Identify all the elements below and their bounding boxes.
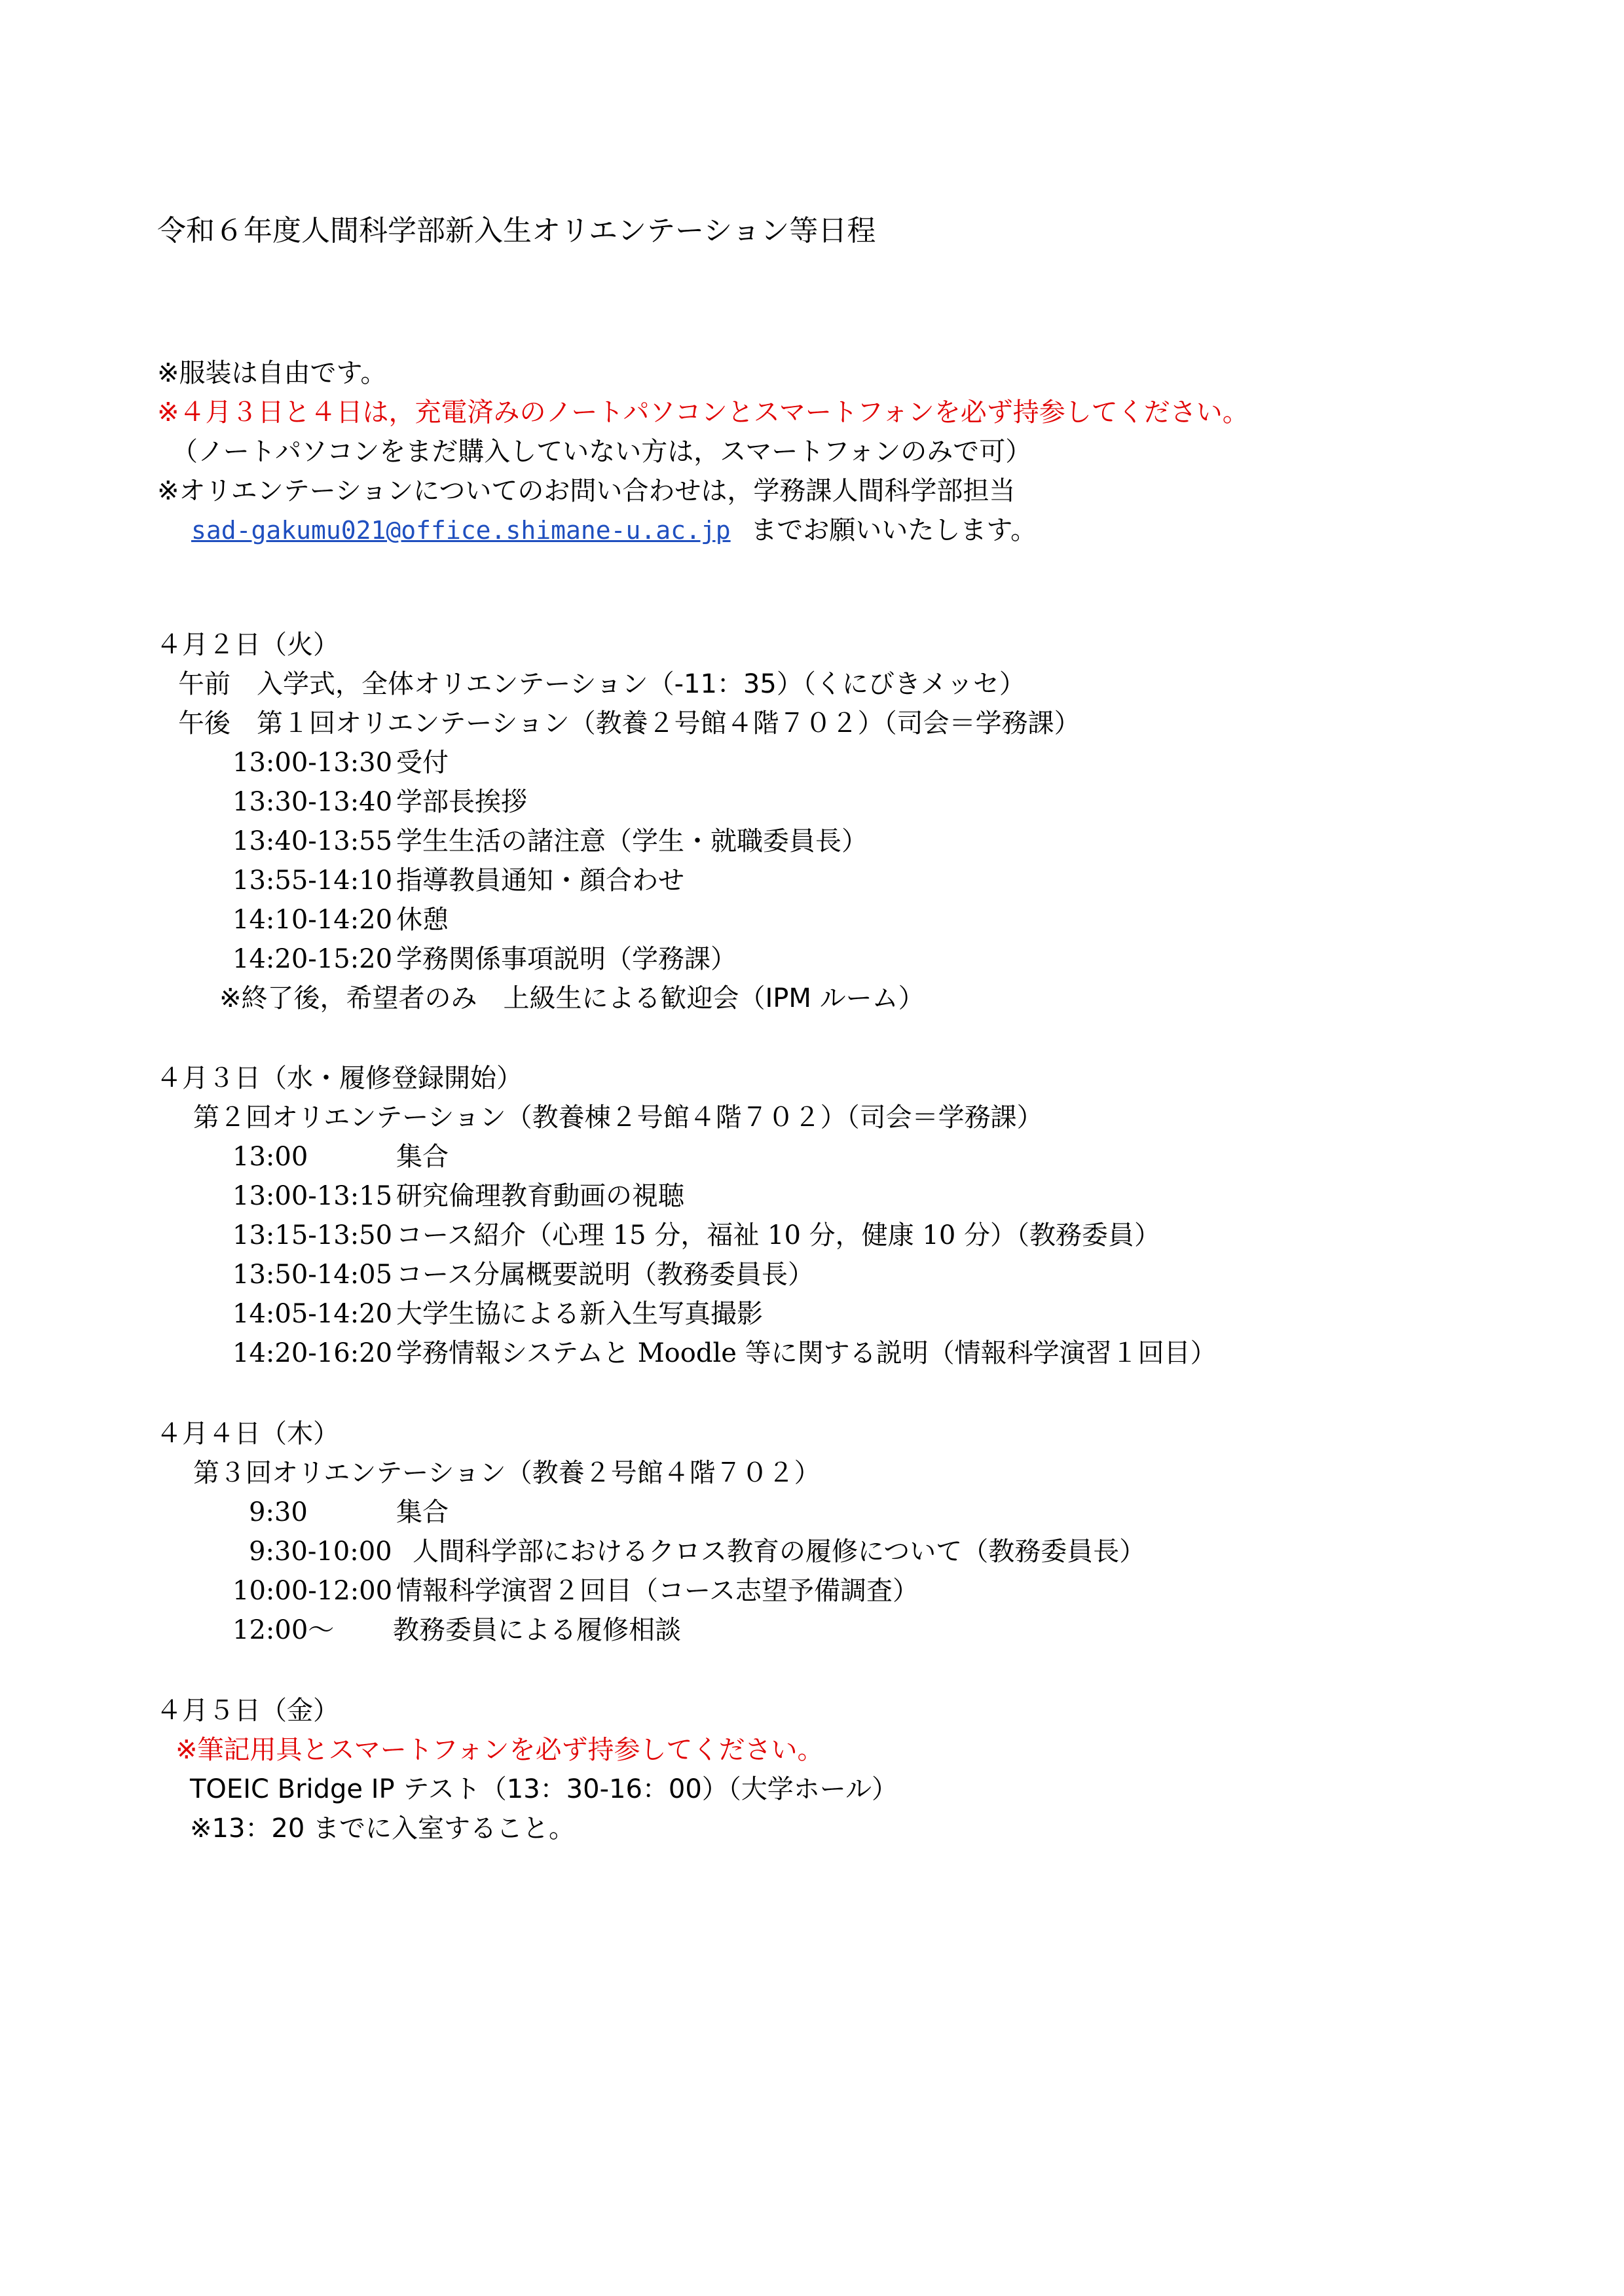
schedule-row [232, 746, 449, 779]
note-bring-devices: ※４月３日と４日は，充電済みのノートパソコンとスマートフォンを必ず持参してください。 [157, 397, 1249, 428]
schedule-text: 学部長挨拶 [396, 787, 527, 817]
schedule-row [232, 1258, 814, 1291]
schedule-time: 9:30 [249, 1497, 308, 1527]
schedule-row [232, 1337, 1217, 1370]
apr2-morning: 午前 入学式，全体オリエンテーション（-11：35）（くにびきメッセ） [178, 669, 1025, 699]
schedule-row [232, 864, 684, 897]
schedule-row [232, 903, 449, 936]
schedule-time: 10:00-12:00 [232, 1576, 393, 1606]
contact-line [191, 514, 1037, 547]
apr2-afternoon: 午後 第１回オリエンテーション（教養２号館４階７０２）（司会＝学務課） [178, 708, 1080, 738]
schedule-row [232, 943, 737, 975]
schedule-time: 9:30-10:00 [249, 1537, 392, 1567]
schedule-text: 大学生協による新入生写真撮影 [396, 1299, 763, 1329]
schedule-time: 13:00 [232, 1142, 308, 1172]
apr4-session: 第３回オリエンテーション（教養２号館４階７０２） [193, 1458, 821, 1488]
schedule-time: 13:15-13:50 [232, 1220, 393, 1250]
schedule-row [232, 1575, 919, 1607]
note-dress: ※服装は自由です。 [157, 358, 387, 388]
schedule-text: 集合 [396, 1142, 449, 1172]
day-heading-apr5: ４月５日（金） [156, 1696, 339, 1726]
schedule-row [232, 1140, 449, 1173]
schedule-text: 教務委員による履修相談 [393, 1615, 681, 1645]
schedule-row [232, 1298, 763, 1330]
schedule-text: 指導教員通知・顔合わせ [396, 866, 684, 896]
day-heading-apr4: ４月４日（木） [156, 1419, 339, 1449]
schedule-row [232, 825, 868, 858]
schedule-time: 13:00-13:15 [232, 1181, 393, 1211]
schedule-time: 13:30-13:40 [232, 787, 393, 817]
day-heading-apr3: ４月３日（水・履修登録開始） [156, 1063, 523, 1093]
contact-tail: までお願いいたします。 [750, 515, 1037, 545]
schedule-time: 14:20-15:20 [232, 944, 393, 974]
schedule-text: 休憩 [396, 905, 449, 935]
contact-email-link[interactable]: sad-gakumu021@office.shimane-u.ac.jp [191, 516, 731, 545]
schedule-time: 12:00～ [232, 1615, 335, 1645]
apr3-session: 第２回オリエンテーション（教養棟２号館４階７０２）（司会＝学務課） [193, 1102, 1043, 1133]
apr5-toeic: TOEIC Bridge IP テスト（13：30-16：00）（大学ホール） [190, 1774, 898, 1804]
schedule-time: 14:10-14:20 [232, 905, 393, 935]
schedule-time: 14:20-16:20 [232, 1338, 393, 1368]
schedule-row [249, 1496, 449, 1529]
apr5-entry-note: ※13：20 までに入室すること。 [190, 1813, 576, 1844]
schedule-time: 13:55-14:10 [232, 866, 393, 896]
schedule-row [232, 1219, 1160, 1252]
schedule-text: 学務情報システムと Moodle 等に関する説明（情報科学演習１回目） [396, 1338, 1217, 1368]
schedule-text: 学務関係事項説明（学務課） [396, 944, 737, 974]
schedule-text: 集合 [396, 1497, 449, 1527]
schedule-text: 受付 [396, 748, 449, 778]
note-contact: ※オリエンテーションについてのお問い合わせは，学務課人間科学部担当 [157, 476, 1016, 506]
schedule-text: 研究倫理教育動画の視聴 [396, 1181, 684, 1211]
schedule-time: 13:40-13:55 [232, 826, 393, 856]
apr5-bring-note: ※筆記用具とスマートフォンを必ず持参してください。 [175, 1735, 824, 1765]
schedule-text: 学生生活の諸注意（学生・就職委員長） [396, 826, 868, 856]
schedule-time: 13:00-13:30 [232, 748, 393, 778]
schedule-row [232, 1180, 684, 1212]
day-heading-apr2: ４月２日（火） [156, 630, 339, 660]
schedule-time: 14:05-14:20 [232, 1299, 393, 1329]
schedule-text: 情報科学演習２回目（コース志望予備調査） [396, 1576, 919, 1606]
schedule-time: 13:50-14:05 [232, 1260, 393, 1290]
schedule-row [249, 1535, 1145, 1568]
note-bring-paren: （ノートパソコンをまだ購入していない方は，スマートフォンのみで可） [172, 437, 1032, 467]
schedule-text: 人間科学部におけるクロス教育の履修について（教務委員長） [413, 1537, 1146, 1567]
schedule-text: コース紹介（心理 15 分，福祉 10 分，健康 10 分）（教務委員） [396, 1220, 1160, 1250]
apr2-footnote: ※終了後，希望者のみ 上級生による歓迎会（IPM ルーム） [219, 983, 925, 1013]
schedule-row [232, 1614, 681, 1647]
page-title: 令和６年度人間科学部新入生オリエンテーション等日程 [157, 214, 876, 247]
schedule-row [232, 786, 527, 818]
schedule-text: コース分属概要説明（教務委員長） [396, 1260, 814, 1290]
